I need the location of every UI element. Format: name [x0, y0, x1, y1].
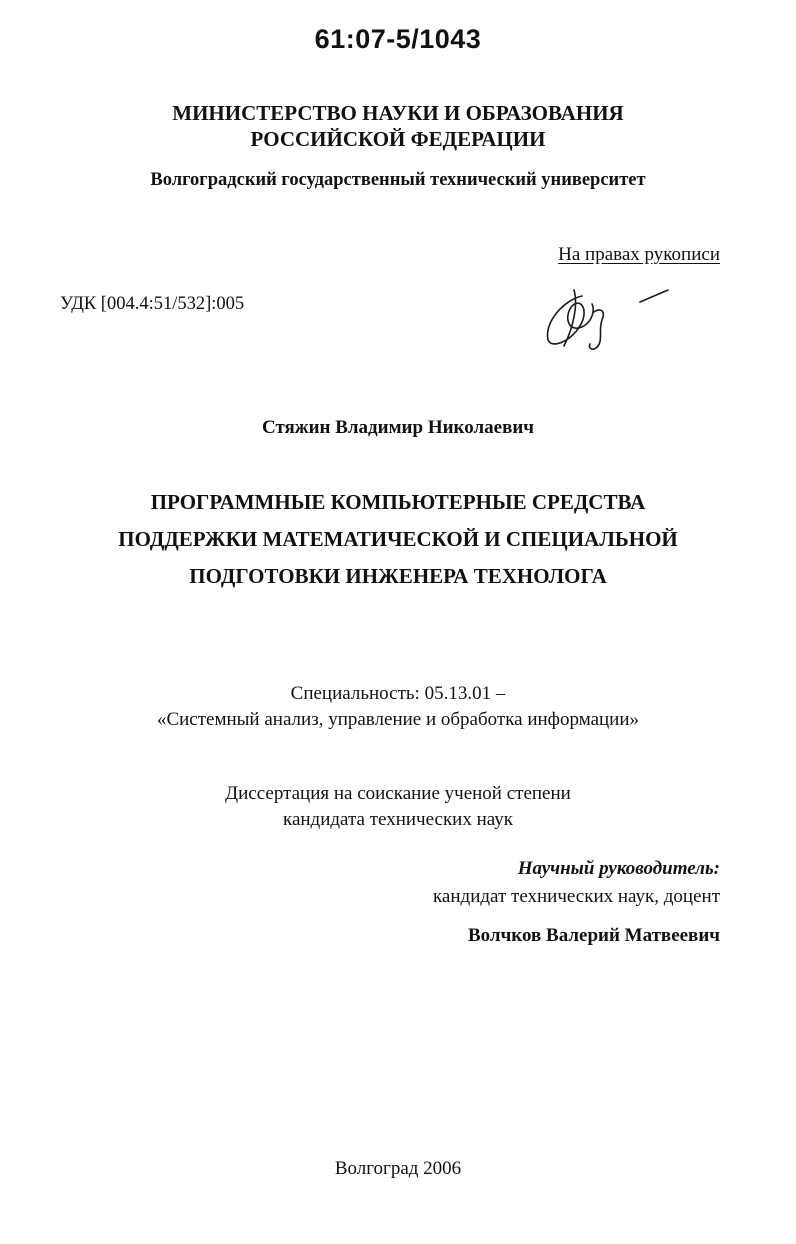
dissertation-title [0, 484, 796, 595]
title-line-2: ПОДДЕРЖКИ МАТЕМАТИЧЕСКОЙ И СПЕЦИАЛЬНОЙ [118, 527, 678, 551]
title-line-1: ПРОГРАММНЫЕ КОМПЬЮТЕРНЫЕ СРЕДСТВА [150, 490, 646, 514]
degree-line-2: кандидата технических наук [283, 809, 513, 830]
city-year: Волгоград 2006 [334, 1158, 462, 1179]
specialty-name: «Системный анализ, управление и обработка информации» [156, 709, 640, 730]
degree-line-1: Диссертация на соискание ученой степени [225, 783, 571, 804]
manuscript-rights-note: На правах рукописи [558, 244, 720, 265]
ministry-heading [0, 100, 796, 152]
supervisor-name: Волчков Валерий Матвеевич [467, 925, 720, 946]
ministry-line-1: МИНИСТЕРСТВО НАУКИ И ОБРАЗОВАНИЯ [172, 101, 624, 125]
title-line-3: ПОДГОТОВКИ ИНЖЕНЕРА ТЕХНОЛОГА [189, 564, 607, 588]
archive-stamp-number: 61:07-5/1043 [314, 24, 482, 54]
university-name: Волгоградский государственный технический университет [150, 170, 646, 190]
degree-block [0, 781, 796, 833]
ministry-line-2: РОССИЙСКОЙ ФЕДЕРАЦИИ [250, 127, 546, 151]
supervisor-label: Научный руководитель: [517, 858, 720, 879]
signature-image [534, 282, 684, 352]
udk-code: УДК [004.4:51/532]:005 [60, 294, 245, 314]
supervisor-degree: кандидат технических наук, доцент [432, 886, 720, 907]
specialty-code: Специальность: 05.13.01 – [290, 683, 506, 704]
specialty-block [0, 681, 796, 733]
author-name: Стяжин Владимир Николаевич [261, 417, 535, 438]
